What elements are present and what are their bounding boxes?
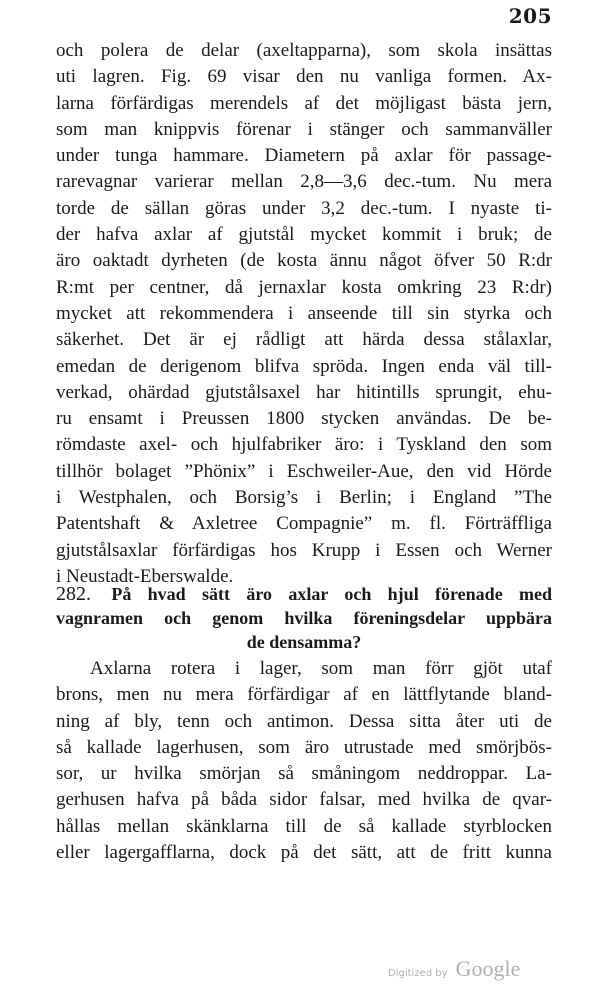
text-line: R:mt per centner, då jernaxlar kosta omkring 23 R:dr) xyxy=(56,276,552,298)
text-line: uti lagren. Fig. 69 visar den nu vanliga formen. Ax- xyxy=(56,66,552,88)
watermark-brand: Google xyxy=(455,956,521,981)
page-number: 205 xyxy=(508,4,552,28)
text-line: och polera de delar (axeltapparna), som skola insättas xyxy=(56,40,552,61)
text-line: Axlarna rotera i lager, som man förr gjöt utaf xyxy=(90,658,552,679)
text-line: gjutstålsaxlar förfärdigas hos Krupp i Essen och Werner xyxy=(56,539,552,561)
section-heading-text: På hvad sätt äro axlar och hjul förenade med xyxy=(111,584,553,604)
text-line: rarevagnar varierar mellan 2,8—3,6 dec.-tum. Nu mera xyxy=(56,171,552,193)
text-line: säkerhet. Det är ej rådligt att härda dessa stålaxlar, xyxy=(56,329,552,351)
text-line: i Westphalen, och Borsig’s i Berlin; i England ”The xyxy=(56,487,552,509)
text-line: Patentshaft & Axletree Compagnie” m. fl. Förträffliga xyxy=(56,513,552,535)
section-heading-line: vagnramen och genom hvilka föreningsdelar uppbära xyxy=(56,608,552,628)
watermark-prefix: Digitized by xyxy=(388,968,448,979)
text-line: i Neustadt-Eberswalde. xyxy=(56,565,234,587)
section-heading xyxy=(56,582,552,654)
text-line: eller lagergafflarna, dock på det sätt, att de fritt kunna xyxy=(56,842,552,864)
text-line: sor, ur hvilka smörjan så småningom neddroppar. La- xyxy=(56,763,552,785)
text-line: verkad, ohärdad gjutstålsaxel har hitintills sprungit, ehu- xyxy=(56,381,552,403)
text-line: under tunga hammare. Diametern på axlar för passage- xyxy=(56,145,552,167)
text-line: mycket att rekommendera i anseende till sin styrka och xyxy=(56,302,552,324)
section-heading-line xyxy=(56,582,552,606)
text-line: tillhör bolaget ”Phönix” i Eschweiler-Aue, den vid Hörde xyxy=(56,460,552,482)
text-line: så kallade lagerhusen, som äro utrustade med smörjbös- xyxy=(56,736,552,758)
text-line: emedan de derigenom blifva spröda. Ingen enda väl till- xyxy=(56,355,552,377)
text-line: der hafva axlar af gjutstål mycket kommit i bruk; de xyxy=(56,224,552,246)
text-line: brons, men nu mera förfärdigar af en lättflytande bland- xyxy=(56,684,552,706)
paragraph-2 xyxy=(56,656,552,866)
text-line: torde de sällan göras under 3,2 dec.-tum. I nyaste ti- xyxy=(56,197,552,219)
text-line: larna förfärdigas merendels af det möjligast bästa jern, xyxy=(56,92,552,114)
text-line: ning af bly, tenn och antimon. Dessa sitta åter uti de xyxy=(56,710,552,732)
text-line: gerhusen hafva på båda sidor falsar, med hvilka de qvar- xyxy=(56,789,552,811)
text-line: som man knippvis förenar i stänger och sammanväller xyxy=(56,118,552,140)
text-line: römdaste axel- och hjulfabriker äro: i Tyskland den som xyxy=(56,434,552,456)
text-line: äro oaktadt dyrheten (de kosta ännu något öfver 50 R:dr xyxy=(56,250,552,272)
text-line: hållas mellan skänklarna till de så kallade styrblocken xyxy=(56,815,552,837)
paragraph-1 xyxy=(56,38,552,590)
section-number: 282. xyxy=(56,583,91,605)
section-heading-line: de densamma? xyxy=(246,632,362,652)
digitized-watermark xyxy=(388,956,520,982)
text-line: ru ensamt i Preussen 1800 stycken användas. De be- xyxy=(56,408,552,430)
